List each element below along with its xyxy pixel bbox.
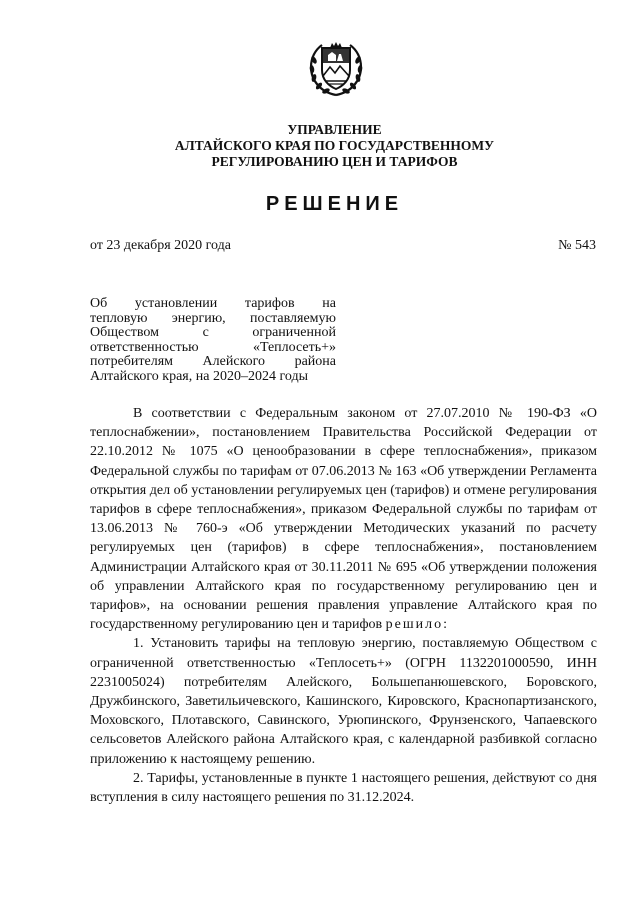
decision-item-1: 1. Установить тарифы на тепловую энергию, поставляемую Обществом с ограниченной ответственностью «Теплосеть+» (ОГРН 1132201000590, ИНН 2231005024) потребителям Алейского, Большепанюшевского, Боровского, Дружбинского, Заветильичевского, Кашинского, Кировского, Краснопартизанского, Моховского, Плотавского, Савинского, Урюпинского, Фрунзенского, Чапаевского сельсоветов Алейского района Алтайского края, с календарной разбивкой согласно приложению к настоящему решению. bbox=[90, 636, 597, 767]
document-subject bbox=[90, 297, 336, 384]
decision-item-2: 2. Тарифы, установленные в пункте 1 настоящего решения, действуют со дня вступления в силу настоящего решения по 31.12.2024. bbox=[90, 770, 597, 806]
subject-line: ответственностью «Теплосеть+» bbox=[90, 339, 336, 355]
document-number: № 543 bbox=[558, 238, 596, 253]
document-body bbox=[90, 404, 597, 807]
document-title: РЕШЕНИЕ bbox=[265, 193, 404, 215]
preamble-text: В соответствии с Федеральным законом от 27.07.2010 № 190-ФЗ «О теплоснабжении», постановлением Правительства Российской Федерации от 22.10.2012 № 1075 «О ценообразовании в сфере теплоснабжения», приказом Федеральной службы по тарифам от 07.06.2013 № 163 «Об утверждении Регламента открытия дел об установлении регулируемых цен (тарифов) и отмене регулирования тарифов в сфере теплоснабжения», приказом Федеральной службы по тарифам от 13.06.2013 № 760-э «Об утверждении Методических указаний по расчету регулируемых цен (тарифов) в сфере теплоснабжения», постановлением Администрации Алтайского края от 30.11.2011 № 695 «Об утверждении положения об управлении Алтайского края по государственному регулированию цен и тарифов», на основании решения правления управление Алтайского края по государственному регулированию цен и тарифов bbox=[90, 406, 597, 633]
coat-of-arms-icon bbox=[306, 40, 366, 98]
agency-header bbox=[0, 122, 639, 170]
subject-line: Обществом с ограниченной bbox=[90, 325, 336, 340]
header-line-2: АЛТАЙСКОГО КРАЯ ПО ГОСУДАРСТВЕННОМУ bbox=[174, 138, 495, 153]
decided-word: решило: bbox=[385, 617, 450, 633]
header-line-1: УПРАВЛЕНИЕ bbox=[287, 122, 382, 137]
document-date: от 23 декабря 2020 года bbox=[90, 238, 231, 253]
subject-line: Об установлении тарифов на bbox=[90, 296, 336, 311]
subject-line: тепловую энергию, поставляемую bbox=[90, 310, 336, 326]
subject-line: потребителям Алейского района bbox=[90, 354, 336, 369]
preamble-paragraph bbox=[90, 404, 597, 634]
header-line-3: РЕГУЛИРОВАНИЮ ЦЕН И ТАРИФОВ bbox=[211, 154, 458, 169]
subject-line: Алтайского края, на 2020–2024 годы bbox=[90, 368, 308, 384]
